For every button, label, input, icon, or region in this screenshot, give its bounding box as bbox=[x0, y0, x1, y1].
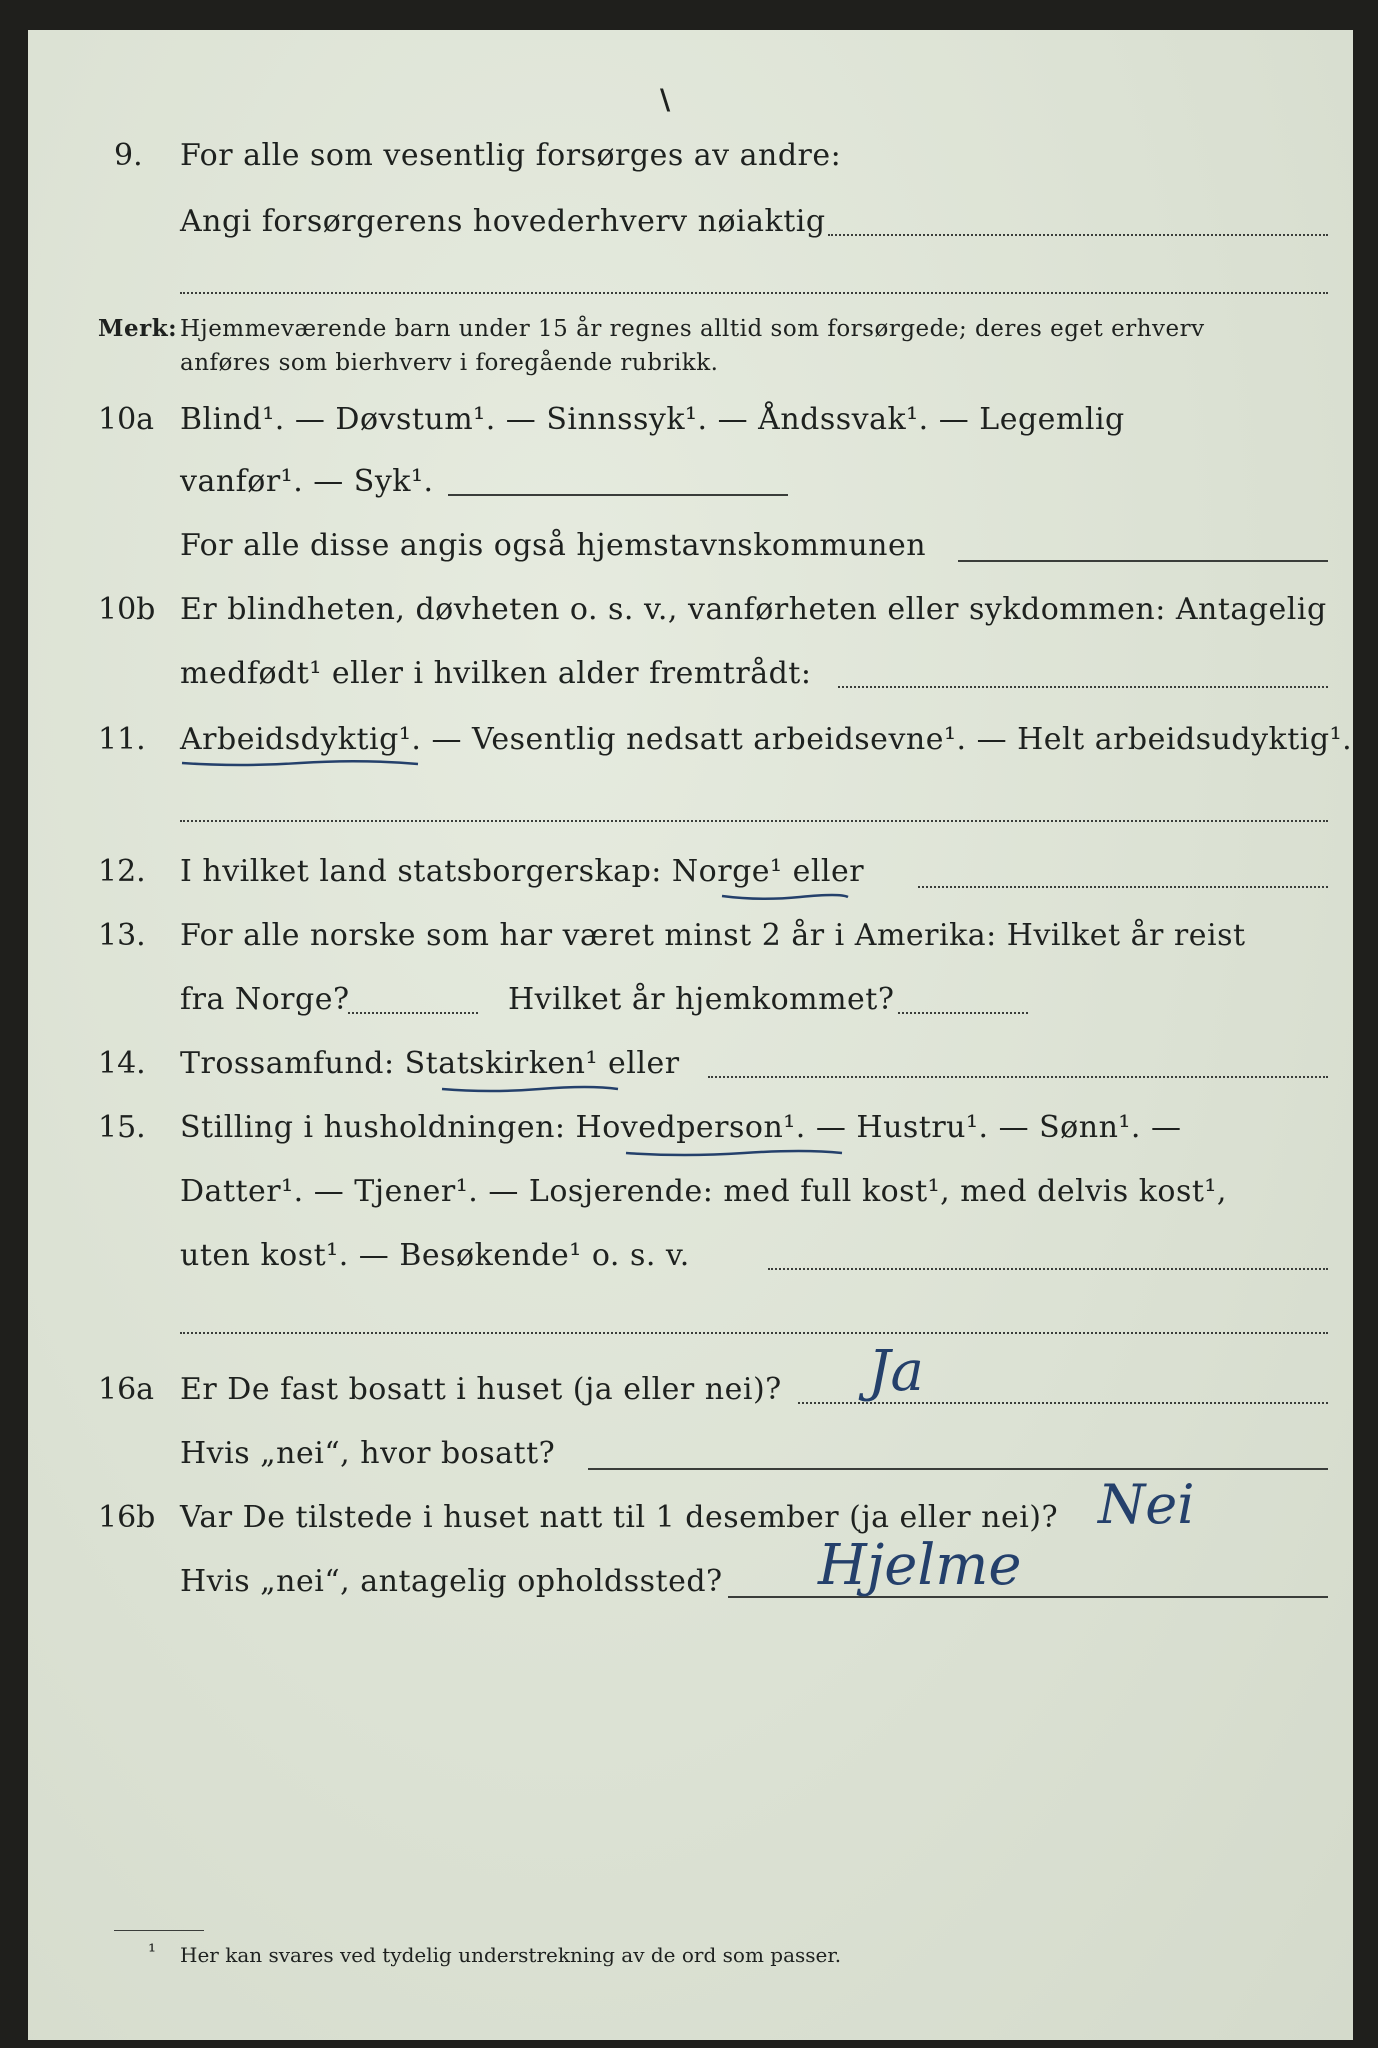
q16b-number: 16b bbox=[98, 1500, 156, 1535]
q16a-line1: Er De fast bosatt i huset (ja eller nei)? bbox=[180, 1372, 782, 1407]
merk-line2: anføres som bierhverv i foregående rubrikk. bbox=[180, 350, 719, 376]
q16b-line2: Hvis „nei“, antagelig opholdssted? bbox=[180, 1564, 723, 1599]
q15-line3: uten kost¹. — Besøkende¹ o. s. v. bbox=[180, 1238, 690, 1273]
q13-hjemkommet-answer-line[interactable] bbox=[898, 1012, 1028, 1014]
q9-line2: Angi forsørgerens hovederhverv nøiaktig bbox=[180, 204, 826, 239]
footnote-rule bbox=[114, 1930, 204, 1931]
q10a-line2: vanfør¹. — Syk¹. bbox=[180, 464, 434, 499]
q10a-line1: Blind¹. — Døvstum¹. — Sinnssyk¹. — Åndssvak¹. — Legemlig bbox=[180, 402, 1125, 437]
q14-line1: Trossamfund: Statskirken¹ eller bbox=[180, 1046, 680, 1081]
census-form-page bbox=[28, 30, 1353, 2040]
q10b-number: 10b bbox=[98, 592, 156, 627]
q10b-answer-line[interactable] bbox=[838, 686, 1328, 688]
q11-handwritten-underline bbox=[180, 758, 420, 768]
q14-answer-line[interactable] bbox=[708, 1076, 1328, 1078]
q15-answer-line-2[interactable] bbox=[180, 1332, 1328, 1334]
q9-number: 9. bbox=[114, 138, 143, 173]
q10b-line1: Er blindheten, døvheten o. s. v., vanførheten eller sykdommen: Antagelig bbox=[180, 592, 1327, 627]
q11-line1: Arbeidsdyktig¹. — Vesentlig nedsatt arbeidsevne¹. — Helt arbeidsudyktig¹. bbox=[180, 722, 1353, 757]
q12-line1: I hvilket land statsborgerskap: Norge¹ eller bbox=[180, 854, 865, 889]
q12-answer-line[interactable] bbox=[918, 886, 1328, 888]
q16a-handwritten-answer: Ja bbox=[868, 1339, 924, 1404]
q10a-hjemstavn-answer-line[interactable] bbox=[958, 560, 1328, 562]
footnote-text: Her kan svares ved tydelig understrekning av de ord som passer. bbox=[180, 1943, 842, 1967]
q14-statskirken-underline bbox=[440, 1084, 620, 1094]
q9-line1: For alle som vesentlig forsørges av andre: bbox=[180, 138, 842, 173]
q15-line2: Datter¹. — Tjener¹. — Losjerende: med full kost¹, med delvis kost¹, bbox=[180, 1174, 1227, 1209]
q13-line2b: Hvilket år hjemkommet? bbox=[508, 982, 895, 1017]
q13-reist-answer-line[interactable] bbox=[348, 1012, 478, 1014]
q9-answer-line-2[interactable] bbox=[180, 292, 1328, 294]
q16b-handwritten-answer: Nei bbox=[1098, 1473, 1195, 1536]
top-mark: \ bbox=[660, 83, 671, 116]
q11-answer-line[interactable] bbox=[180, 820, 1328, 822]
q16a-number: 16a bbox=[98, 1372, 155, 1407]
q14-number: 14. bbox=[98, 1046, 146, 1081]
merk-label: Merk: bbox=[98, 315, 178, 342]
q15-answer-line[interactable] bbox=[768, 1268, 1328, 1270]
q13-number: 13. bbox=[98, 918, 146, 953]
q12-norge-underline bbox=[720, 892, 850, 902]
q15-number: 15. bbox=[98, 1110, 146, 1145]
q16a-bosatt-answer-line[interactable] bbox=[588, 1468, 1328, 1470]
q16b-handwritten-place: Hjelme bbox=[818, 1533, 1022, 1598]
merk-line1: Hjemmeværende barn under 15 år regnes alltid som forsørgede; deres eget erhverv bbox=[180, 316, 1205, 342]
q10a-number: 10a bbox=[98, 402, 155, 437]
q15-hovedperson-underline bbox=[624, 1148, 844, 1158]
q16b-line1: Var De tilstede i huset natt til 1 desember (ja eller nei)? bbox=[180, 1500, 1059, 1535]
q9-answer-line[interactable] bbox=[828, 234, 1328, 236]
footnote-mark: ¹ bbox=[148, 1939, 157, 1963]
q15-line1: Stilling i husholdningen: Hovedperson¹. — Hustru¹. — Sønn¹. — bbox=[180, 1110, 1182, 1145]
q13-line2a: fra Norge? bbox=[180, 982, 350, 1017]
q10a-line3: For alle disse angis også hjemstavnskommunen bbox=[180, 528, 927, 563]
q16a-line2: Hvis „nei“, hvor bosatt? bbox=[180, 1436, 556, 1471]
q10b-line2: medfødt¹ eller i hvilken alder fremtrådt: bbox=[180, 656, 812, 691]
q10a-syk-answer-line[interactable] bbox=[448, 494, 788, 496]
q11-number: 11. bbox=[98, 722, 146, 757]
q12-number: 12. bbox=[98, 854, 146, 889]
q13-line1: For alle norske som har været minst 2 år i Amerika: Hvilket år reist bbox=[180, 918, 1246, 953]
